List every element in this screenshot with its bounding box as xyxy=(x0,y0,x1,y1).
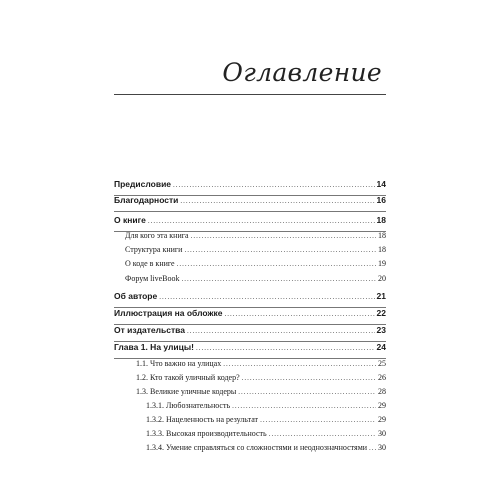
toc-entry xyxy=(114,195,386,209)
toc-entry-page-number: 24 xyxy=(376,342,386,352)
toc-entry xyxy=(114,259,386,273)
toc-entry-label: 1.2. Кто такой уличный кодер? xyxy=(136,373,240,382)
toc-entry-page-number: 18 xyxy=(378,245,386,254)
toc-entry xyxy=(114,429,386,443)
toc-entry-page-number: 25 xyxy=(378,359,386,368)
toc-entry-page-number: 19 xyxy=(378,259,386,268)
toc-leader-dots xyxy=(159,293,374,301)
toc-entry-page-number: 18 xyxy=(376,215,386,225)
toc-leader-dots xyxy=(232,402,376,410)
toc-entry-label: Структура книги xyxy=(125,245,183,254)
toc-entry-page-number: 14 xyxy=(376,179,386,189)
toc-entry-label: 1.1. Что важно на улицах xyxy=(136,359,222,368)
toc-entry xyxy=(114,245,386,259)
toc-entry xyxy=(114,373,386,387)
toc-entry-label: О коде в книге xyxy=(125,259,175,268)
toc-entry xyxy=(114,215,386,229)
toc-entry-page-number: 26 xyxy=(378,373,386,382)
toc-entry-label: Форум liveBook xyxy=(125,274,180,283)
toc-leader-dots xyxy=(242,374,376,382)
toc-leader-dots xyxy=(184,246,376,254)
toc-entry xyxy=(114,387,386,401)
toc-entry xyxy=(114,274,386,288)
toc-entry-label: Благодарности xyxy=(114,195,179,205)
toc-entry-page-number: 18 xyxy=(378,231,386,240)
toc-entry xyxy=(114,291,386,305)
toc-entry xyxy=(114,179,386,193)
toc-entry-page-number: 30 xyxy=(378,429,386,438)
toc-entry xyxy=(114,359,386,373)
toc-entry-label: Глава 1. На улицы! xyxy=(114,342,194,352)
toc-entry-label: Для кого эта книга xyxy=(125,231,189,240)
toc-leader-dots xyxy=(260,416,376,424)
toc-leader-dots xyxy=(187,327,375,335)
toc-leader-dots xyxy=(224,310,374,318)
toc-entry-page-number: 30 xyxy=(378,443,386,452)
toc-entry xyxy=(114,443,386,457)
toc-entry xyxy=(114,342,386,356)
toc-entry-page-number: 20 xyxy=(378,274,386,283)
title-divider xyxy=(114,94,386,95)
toc-leader-dots xyxy=(148,217,375,225)
toc-entry-label: 1.3.2. Нацеленность на результат xyxy=(146,415,259,424)
toc-entry xyxy=(114,325,386,339)
toc-entry-label: Иллюстрация на обложке xyxy=(114,308,223,318)
toc-entry-page-number: 16 xyxy=(376,195,386,205)
toc-leader-dots xyxy=(196,344,375,352)
toc-leader-dots xyxy=(191,232,376,240)
toc-leader-dots xyxy=(369,444,376,452)
toc-entry-label: 1.3.4. Умение справляться со сложностями и неоднозначностями xyxy=(146,443,368,452)
toc-entry-label: 1.3.3. Высокая производительность xyxy=(146,429,267,438)
toc-entry-page-number: 22 xyxy=(376,308,386,318)
toc-leader-dots xyxy=(180,197,374,205)
toc-entry-label: 1.3. Великие уличные кодеры xyxy=(136,387,237,396)
toc-entry-page-number: 21 xyxy=(376,291,386,301)
toc-entry-label: 1.3.1. Любознательность xyxy=(146,401,231,410)
toc-entry xyxy=(114,308,386,322)
toc-leader-dots xyxy=(182,275,376,283)
toc-entry-label: От издательства xyxy=(114,325,185,335)
toc-entry-label: Предисловие xyxy=(114,179,172,189)
toc-entry-page-number: 23 xyxy=(376,325,386,335)
toc-leader-dots xyxy=(269,430,376,438)
toc-leader-dots xyxy=(223,360,376,368)
toc-leader-dots xyxy=(173,181,374,189)
toc-entry-page-number: 29 xyxy=(378,401,386,410)
toc-entry-label: О книге xyxy=(114,215,146,225)
toc-entry-label: Об авторе xyxy=(114,291,158,301)
toc-entry xyxy=(114,415,386,429)
toc-entry xyxy=(114,231,386,245)
toc-entry xyxy=(114,401,386,415)
page-title: Оглавление xyxy=(222,58,382,87)
toc-entry-page-number: 29 xyxy=(378,415,386,424)
toc-entry-page-number: 28 xyxy=(378,387,386,396)
toc-leader-dots xyxy=(238,388,376,396)
toc-leader-dots xyxy=(177,260,376,268)
